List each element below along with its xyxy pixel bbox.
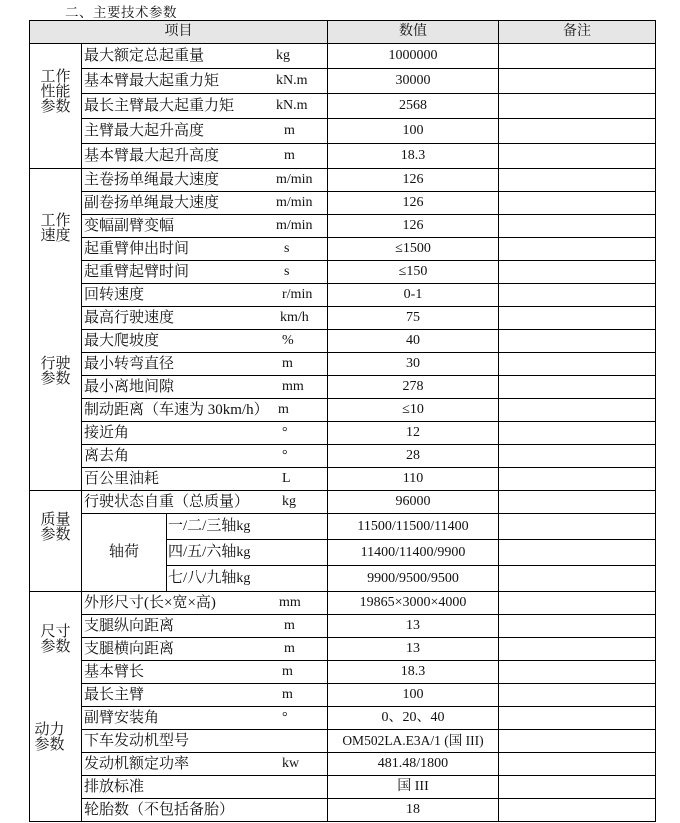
- table-row: [30, 169, 656, 192]
- row-value: 75: [328, 307, 499, 330]
- row-value: 28: [328, 445, 499, 468]
- table-row: [30, 144, 656, 169]
- row-note: [499, 707, 656, 730]
- row-label: 最大爬坡度 %: [82, 330, 328, 353]
- table-row: [30, 94, 656, 119]
- row-value: 12: [328, 422, 499, 445]
- row-value: 0、20、40: [328, 707, 499, 730]
- row-value: OM502LA.E3A/1 (国 III): [328, 730, 499, 753]
- row-label: 轮胎数（不包括备胎）: [82, 799, 328, 822]
- row-value: ≤1500: [328, 238, 499, 261]
- table-row: [30, 376, 656, 399]
- row-note: [499, 684, 656, 707]
- row-label: 副臂安装角 °: [82, 707, 328, 730]
- row-value: 2568: [328, 94, 499, 119]
- row-value: 19865×3000×4000: [328, 592, 499, 615]
- table-row: [30, 638, 656, 661]
- row-note: [499, 284, 656, 307]
- row-note: [499, 144, 656, 169]
- row-value: 100: [328, 119, 499, 144]
- row-note: [499, 592, 656, 615]
- row-label: 支腿横向距离 m: [82, 638, 328, 661]
- row-note: [499, 376, 656, 399]
- row-note: [499, 261, 656, 284]
- row-value: 13: [328, 615, 499, 638]
- row-label: 接近角 °: [82, 422, 328, 445]
- row-value: 9900/9500/9500: [328, 566, 499, 592]
- row-value: 18: [328, 799, 499, 822]
- row-value: 18.3: [328, 144, 499, 169]
- row-note: [499, 661, 656, 684]
- row-label: 基本臂最大起升高度 m: [82, 144, 328, 169]
- row-value: 13: [328, 638, 499, 661]
- row-note: [499, 491, 656, 514]
- row-label: 支腿纵向距离 m: [82, 615, 328, 638]
- row-label: 离去角 °: [82, 445, 328, 468]
- row-note: [499, 540, 656, 566]
- table-row: [30, 353, 656, 376]
- row-note: [499, 514, 656, 540]
- row-value: 0-1: [328, 284, 499, 307]
- row-value: ≤150: [328, 261, 499, 284]
- table-row: [30, 468, 656, 491]
- table-row: [30, 707, 656, 730]
- row-label: 最小离地间隙 mm: [82, 376, 328, 399]
- row-note: [499, 119, 656, 144]
- row-label: 副卷扬单绳最大速度 m/min: [82, 192, 328, 215]
- spec-table: [29, 20, 656, 822]
- row-label: 最长主臂最大起重力矩 kN.m: [82, 94, 328, 119]
- row-note: [499, 776, 656, 799]
- row-note: [499, 44, 656, 69]
- table-row: [30, 399, 656, 422]
- table-row: [30, 422, 656, 445]
- row-label: 主臂最大起升高度 m: [82, 119, 328, 144]
- row-value: 278: [328, 376, 499, 399]
- row-label: 最小转弯直径 m: [82, 353, 328, 376]
- group-label-performance: 工作 性能 参数: [30, 44, 82, 169]
- row-value: 126: [328, 192, 499, 215]
- row-label: 回转速度 r/min: [82, 284, 328, 307]
- header-value: 数值: [328, 21, 499, 44]
- row-label: 最高行驶速度 km/h: [82, 307, 328, 330]
- group-label-speed-driving: 工作 速度 行驶 参数: [30, 169, 82, 491]
- row-label: 起重臂起臂时间 s: [82, 261, 328, 284]
- row-label: 最大额定总起重量 kg: [82, 44, 328, 69]
- row-note: [499, 799, 656, 822]
- row-note: [499, 307, 656, 330]
- row-label: 制动距离（车速为 30km/h） m: [82, 399, 328, 422]
- table-row: [30, 330, 656, 353]
- table-row: [30, 514, 656, 540]
- table-row: [30, 215, 656, 238]
- row-label: 基本臂最大起重力矩 kN.m: [82, 69, 328, 94]
- row-label: 外形尺寸(长×宽×高) mm: [82, 592, 328, 615]
- table-row: [30, 753, 656, 776]
- row-note: [499, 445, 656, 468]
- row-value: 30000: [328, 69, 499, 94]
- row-note: [499, 169, 656, 192]
- row-note: [499, 353, 656, 376]
- row-note: [499, 468, 656, 491]
- row-note: [499, 94, 656, 119]
- row-label: 下车发动机型号: [82, 730, 328, 753]
- header-item: 项目: [30, 21, 328, 44]
- row-note: [499, 399, 656, 422]
- table-row: [30, 261, 656, 284]
- table-row: [30, 615, 656, 638]
- row-note: [499, 422, 656, 445]
- row-label: 主卷扬单绳最大速度 m/min: [82, 169, 328, 192]
- table-row: [30, 730, 656, 753]
- row-note: [499, 69, 656, 94]
- row-note: [499, 730, 656, 753]
- table-row: [30, 307, 656, 330]
- table-row: [30, 238, 656, 261]
- row-note: [499, 215, 656, 238]
- group-label-dimension-power: 尺寸 参数 动力 参数: [30, 592, 82, 822]
- table-row: [30, 284, 656, 307]
- axle-load-label: 轴荷: [82, 514, 167, 592]
- row-label: 排放标准: [82, 776, 328, 799]
- table-row: [30, 661, 656, 684]
- row-label: 行驶状态自重（总质量） kg: [82, 491, 328, 514]
- row-value: 96000: [328, 491, 499, 514]
- row-note: [499, 566, 656, 592]
- row-value: 30: [328, 353, 499, 376]
- group-label-mass: 质量 参数: [30, 491, 82, 592]
- table-row: [30, 119, 656, 144]
- row-note: [499, 615, 656, 638]
- table-row: [30, 44, 656, 69]
- row-label: 百公里油耗 L: [82, 468, 328, 491]
- row-note: [499, 192, 656, 215]
- row-label: 发动机额定功率 kw: [82, 753, 328, 776]
- row-label: 七/八/九轴kg: [167, 566, 328, 592]
- row-note: [499, 238, 656, 261]
- row-value: 100: [328, 684, 499, 707]
- row-value: 126: [328, 215, 499, 238]
- section-title: 二、主要技术参数: [65, 5, 177, 20]
- row-value: 126: [328, 169, 499, 192]
- row-label: 四/五/六轴kg: [167, 540, 328, 566]
- row-label: 一/二/三轴kg: [167, 514, 328, 540]
- row-value: 11400/11400/9900: [328, 540, 499, 566]
- row-label: 起重臂伸出时间 s: [82, 238, 328, 261]
- table-row: [30, 445, 656, 468]
- row-value: 11500/11500/11400: [328, 514, 499, 540]
- header-note: 备注: [499, 21, 656, 44]
- table-row: [30, 491, 656, 514]
- row-value: 481.48/1800: [328, 753, 499, 776]
- row-value: ≤10: [328, 399, 499, 422]
- table-row: [30, 684, 656, 707]
- row-value: 110: [328, 468, 499, 491]
- table-row: [30, 69, 656, 94]
- row-value: 1000000: [328, 44, 499, 69]
- row-label: 基本臂长 m: [82, 661, 328, 684]
- row-value: 18.3: [328, 661, 499, 684]
- row-note: [499, 753, 656, 776]
- row-note: [499, 638, 656, 661]
- row-label: 变幅副臂变幅 m/min: [82, 215, 328, 238]
- table-row: [30, 776, 656, 799]
- table-row: [30, 592, 656, 615]
- row-value: 国 III: [328, 776, 499, 799]
- table-row: [30, 192, 656, 215]
- table-header-row: [30, 21, 656, 44]
- row-note: [499, 330, 656, 353]
- row-value: 40: [328, 330, 499, 353]
- row-label: 最长主臂 m: [82, 684, 328, 707]
- table-row: [30, 799, 656, 822]
